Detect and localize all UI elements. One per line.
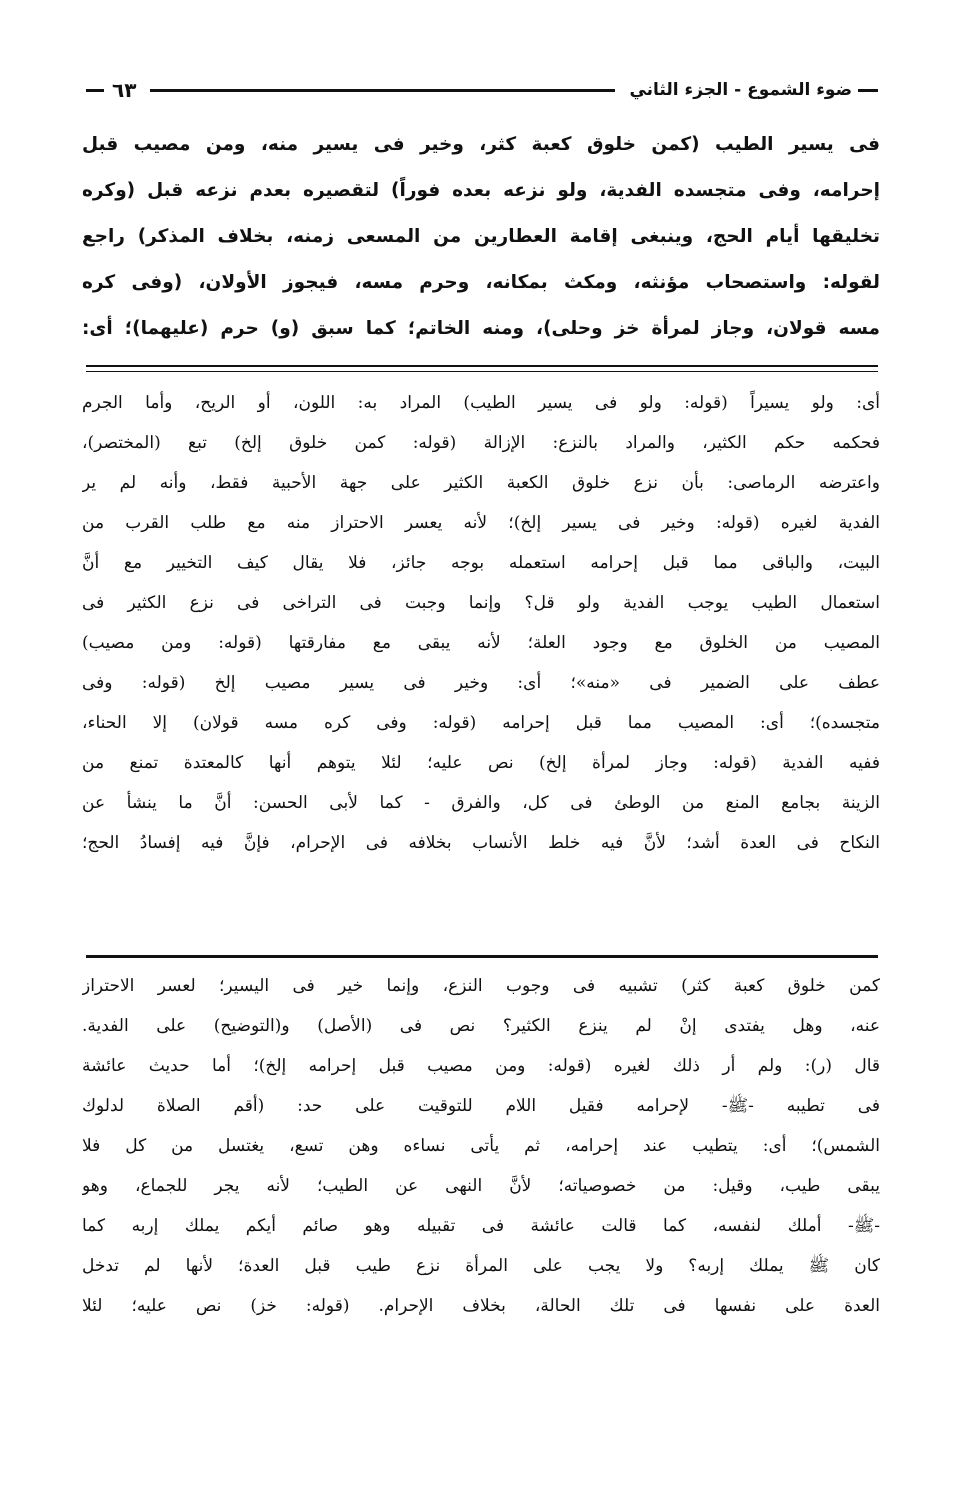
gloss-line: العدة على نفسها فى تلك الحالة، بخلاف الإحرام. (قوله: خز) نص عليه؛ لئلا (82, 1296, 880, 1316)
commentary-line: الزينة بجامع المنع من الوطئ فى كل، والفرق - كما لأبى الحسن: أنَّ ما ينشأ عن (82, 793, 880, 813)
commentary (82, 383, 880, 863)
gloss (82, 966, 880, 1326)
header-dash (86, 89, 104, 92)
gloss-line: عنه، وهل يفتدى إنْ لم ينزع الكثير؟ نص فى (الأصل) و(التوضيح) على الفدية. (82, 1016, 880, 1036)
gloss-line: كان ﷺ يملك إربه؟ ولا يجب على المرأة نزع طيب قبل العدة؛ لأنها لم تدخل (82, 1256, 880, 1276)
header-rule (150, 89, 615, 92)
commentary-line: فحكمه حكم الكثير، والمراد بالنزع: الإزالة (قوله: كمن خلوق إلخ) تبع (المختصر)، (82, 433, 880, 453)
main-text-line: لقوله: واستصحاب مؤنثه، ومكث بمكانه، وحرم مسه، فيجوز الأولان، (وفى كره (82, 272, 880, 293)
main-text-line: إحرامه، وفى متجسده الفدية، ولو نزعه بعده فوراً) لتقصيره بعدم نزعه قبل (وكره (82, 180, 880, 201)
commentary-line: النكاح فى العدة أشد؛ لأنَّ فيه خلط الأنساب بخلافه فى الإحرام، فإنَّ فيه إفسادُ الحج؛ (82, 833, 880, 853)
gloss-line: -ﷺ- أملك لنفسه، كما قالت عائشة فى تقبيله وهو صائم أيكم يملك إربه كما (82, 1216, 880, 1236)
commentary-line: ففيه الفدية (قوله: وجاز لمرأة إلخ) نص عليه؛ لئلا يتوهم أنها كالمعتدة تمنع من (82, 753, 880, 773)
section-divider (86, 955, 878, 958)
page-number: ٦٣ (112, 78, 137, 102)
gloss-line: كمن خلوق كعبة كثر) تشبيه فى وجوب النزع، وإنما خير فى اليسير؛ لعسر الاحتراز (82, 976, 880, 996)
main-text-line: مسه قولان، وجاز لمرأة خز وحلى)، ومنه الخاتم؛ كما سبق (و) حرم (عليهما)؛ أى: (82, 318, 880, 339)
commentary-line: المصيب من الخلوق مع وجود العلة؛ لأنه يبقى مع مفارقتها (قوله: ومن مصيب) (82, 633, 880, 653)
main-text-line: فى يسير الطيب (كمن خلوق كعبة كثر، وخير فى يسير منه، ومن مصيب قبل (82, 134, 880, 155)
commentary-line: متجسده)؛ أى: المصيب مما قبل إحرامه (قوله: وفى كره مسه قولان) إلا الحناء، (82, 713, 880, 733)
gloss-line: قال (ر): ولم أر ذلك لغيره (قوله: ومن مصيب قبل إحرامه إلخ)؛ أما حديث عائشة (82, 1056, 880, 1076)
section-divider (86, 365, 878, 372)
commentary-line: الفدية لغيره (قوله: وخير فى يسير إلخ)؛ لأنه يعسر الاحتراز منه مع طلب القرب من (82, 513, 880, 533)
commentary-line: البيت، والباقى مما قبل إحرامه استعمله بوجه جائز، فلا يقال كيف التخيير مع أنَّ (82, 553, 880, 573)
running-title: ضوء الشموع - الجزء الثاني (629, 80, 852, 100)
main-text-line: تخليقها أيام الحج، وينبغى إقامة العطارين من المسعى زمنه، بخلاف المذكر) راجع (82, 226, 880, 247)
gloss-line: الشمس)؛ أى: يتطيب عند إحرامه، ثم يأتى نساءه وهن تسع، يغتسل من كل فلا (82, 1136, 880, 1156)
main-text (82, 122, 880, 352)
commentary-line: واعترضه الرماصى: بأن نزع خلوق الكعبة الكثير على جهة الأحبية فقط، وأنه لم ير (82, 473, 880, 493)
commentary-line: عطف على الضمير فى «منه»؛ أى: وخير فى يسير مصيب إلخ (قوله: وفى (82, 673, 880, 693)
gloss-line: فى تطيبه -ﷺ- لإحرامه فقيل اللام للتوقيت على حد: (أقم الصلاة لدلوك (82, 1096, 880, 1116)
gloss-line: يبقى طيب، وقيل: من خصوصياته؛ لأنَّ النهى عن الطيب؛ لأنه يجر للجماع، وهو (82, 1176, 880, 1196)
header-dash (858, 89, 878, 92)
commentary-line: أى: ولو يسيراً (قوله: ولو فى يسير الطيب) المراد به: اللون، أو الريح، وأما الجرم (82, 393, 880, 413)
running-header (86, 72, 878, 108)
commentary-line: استعمال الطيب يوجب الفدية ولو قل؟ وإنما وجبت فى التراخى فى نزع الكثير فى (82, 593, 880, 613)
